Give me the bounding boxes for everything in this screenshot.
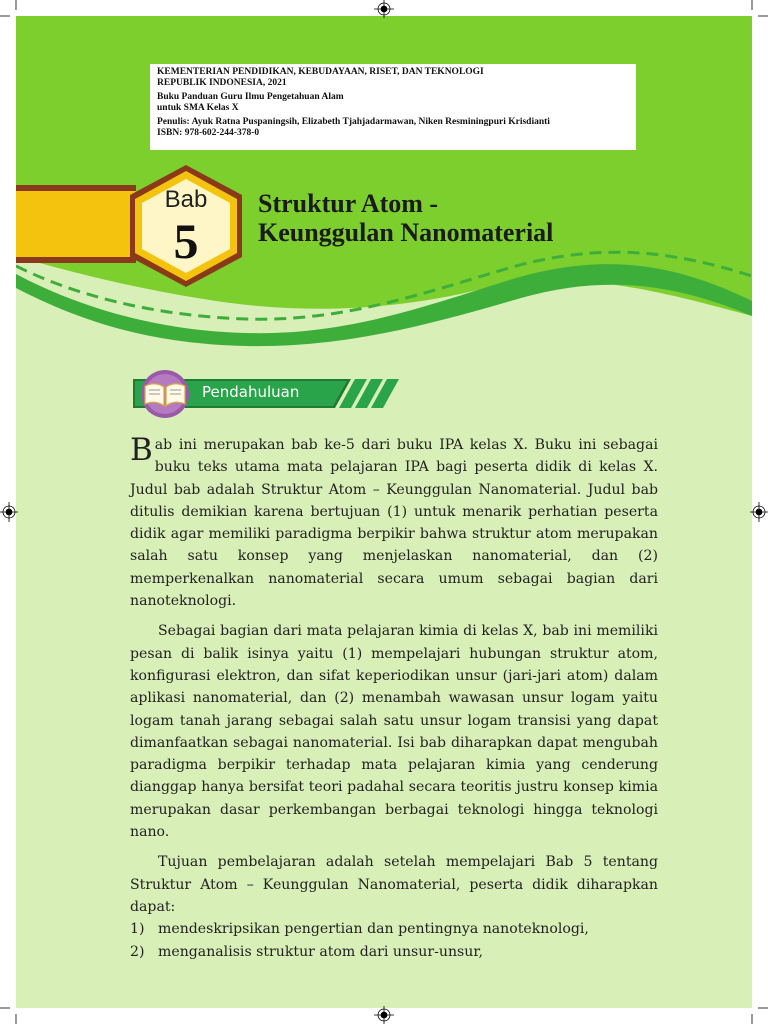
imprint-ministry: KEMENTERIAN PENDIDIKAN, KEBUDAYAAN, RISET, DAN TEKNOLOGI [157, 67, 484, 77]
chapter-title-line2: Keunggulan Nanomaterial [258, 218, 554, 247]
imprint-book-title: Buku Panduan Guru Ilmu Pengetahuan Alam [157, 92, 344, 102]
list-item-text: mendeskripsikan pengertian dan pentingnya nanoteknologi, [158, 921, 589, 938]
section-heading: Pendahuluan [202, 383, 300, 401]
chapter-bab-label: Bab [164, 186, 208, 213]
imprint-book-class: untuk SMA Kelas X [157, 102, 239, 113]
imprint-country-year: REPUBLIK INDONESIA, 2021 [157, 77, 287, 88]
list-item-number: 2) [130, 943, 145, 960]
paragraph-2: Sebagai bagian dari mata pelajaran kimia di kelas X, bab ini memiliki pesan di balik isinya yaitu (1) mempelajari hubungan struktur atom, konfigurasi elektron, dan sifat keperiodikan unsur (jari-jari atom) dalam aplikasi nanomaterial, dan (2) menambah wawasan unsur logam yaitu logam tanah jarang sebagai salah satu unsur logam transisi yang dapat dimanfaatkan sebagai nanomaterial. Isi bab diharapkan dapat mengubah paradigma berpikir terhadap mata pelajaran kimia yang cenderung dianggap hanya bersifat teori padahal secara teoritis justru konsep kimia merupakan dasar perkembangan berbagai teknologi hingga teknologi nano. [130, 623, 658, 841]
registration-mark-icon [374, 0, 394, 18]
imprint-isbn: ISBN: 978-602-244-378-0 [157, 127, 260, 138]
registration-mark-icon [750, 502, 768, 522]
list-item-number: 1) [130, 921, 145, 938]
chapter-title-line1: Struktur Atom - [258, 189, 439, 218]
list-item-text: menganalisis struktur atom dari unsur-unsur, [158, 943, 484, 960]
registration-mark-icon [374, 1006, 394, 1024]
paragraph-1-text: ab ini merupakan bab ke-5 dari buku IPA kelas X. Buku ini sebagai buku teks utama mata pelajaran IPA bagi peserta didik di kelas X. Judul bab adalah Struktur Atom – Keunggulan Nanomaterial. Judul bab ditulis demikian karena bertujuan (1) untuk menarik perhatian peserta didik agar memiliki paradigma berpikir bahwa struktur atom merupakan salah satu konsep yang menjelaskan nanomaterial, dan (2) memperkenalkan nanomaterial secara umum sebagai bagian dari nanoteknologi. [130, 437, 658, 610]
imprint-authors: Penulis: Ayuk Ratna Puspaningsih, Elizabeth Tjahjadarmawan, Niken Resminingpuri Krisdianti [157, 117, 550, 127]
registration-mark-icon [0, 502, 18, 522]
chapter-number: 5 [173, 213, 199, 269]
paragraph-3: Tujuan pembelajaran adalah setelah mempelajari Bab 5 tentang Struktur Atom – Keunggulan Nanomaterial, peserta didik diharapkan dapat: [130, 854, 658, 915]
drop-cap: B [130, 432, 153, 468]
